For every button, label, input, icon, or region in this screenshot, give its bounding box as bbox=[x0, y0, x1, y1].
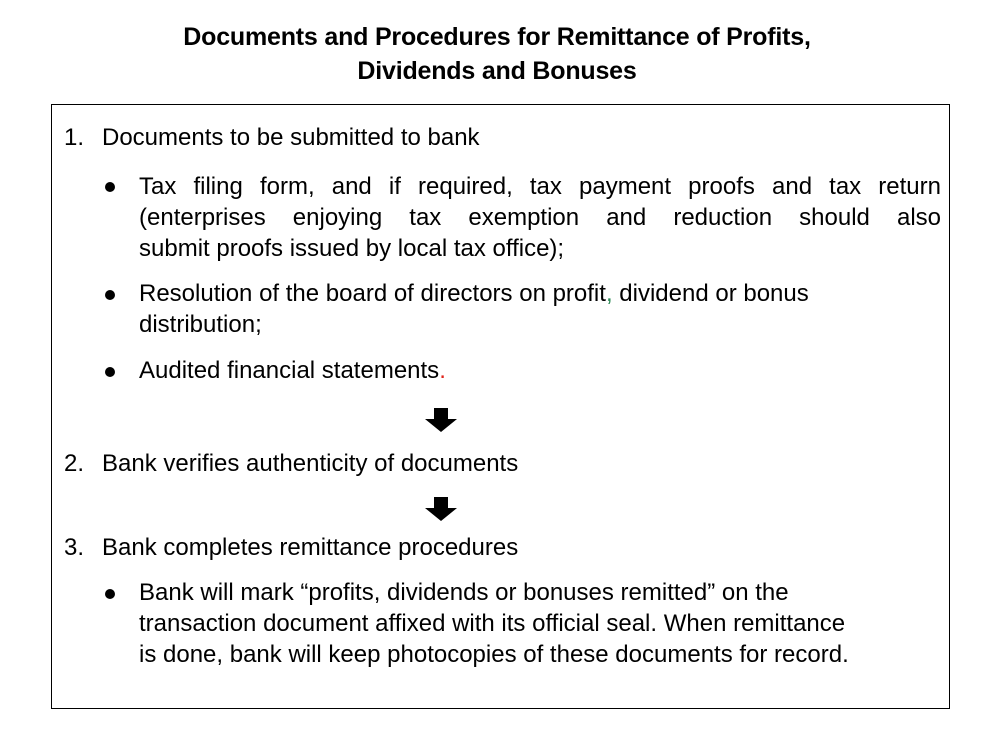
step-number: 3. bbox=[64, 534, 85, 561]
down-arrow-icon bbox=[425, 408, 457, 432]
step-label: Bank completes remittance procedures bbox=[102, 534, 519, 561]
item-line: Tax filing form, and if required, tax payment proofs and tax return bbox=[139, 173, 941, 200]
title-line-1: Documents and Procedures for Remittance of Profits, bbox=[183, 23, 811, 51]
step-number: 2. bbox=[64, 450, 85, 477]
item-text: Resolution of the board of directors on profit bbox=[139, 280, 606, 307]
step-label: Documents to be submitted to bank bbox=[102, 124, 480, 151]
item-line: is done, bank will keep photocopies of these documents for record. bbox=[139, 641, 849, 668]
bullet-icon bbox=[105, 589, 115, 599]
bullet-icon bbox=[105, 182, 115, 192]
accent-period: . bbox=[439, 357, 446, 384]
item-line: Bank will mark “profits, dividends or bonuses remitted” on the bbox=[139, 579, 789, 606]
item-text: Audited financial statements bbox=[139, 357, 440, 384]
item-line: transaction document affixed with its official seal. When remittance bbox=[139, 610, 846, 637]
item-text: dividend or bonus bbox=[612, 280, 809, 307]
down-arrow-icon bbox=[425, 497, 457, 521]
list-item-financial-statements bbox=[139, 355, 446, 386]
accent-comma: , bbox=[605, 280, 613, 307]
list-item-remittance-marking bbox=[139, 577, 849, 670]
step-2-heading bbox=[64, 448, 518, 479]
step-label: Bank verifies authenticity of documents bbox=[102, 450, 519, 477]
list-item-tax-documents bbox=[139, 171, 941, 264]
bullet-icon bbox=[105, 367, 115, 377]
title-line-2: Dividends and Bonuses bbox=[357, 57, 637, 85]
item-line: (enterprises enjoying tax exemption and reduction should also bbox=[139, 204, 941, 231]
step-1-heading bbox=[64, 122, 480, 153]
list-item-board-resolution bbox=[139, 278, 809, 340]
step-3-heading bbox=[64, 532, 518, 563]
step-number: 1. bbox=[64, 124, 85, 151]
bullet-icon bbox=[105, 290, 115, 300]
page-title bbox=[0, 20, 994, 88]
item-line: submit proofs issued by local tax office); bbox=[139, 235, 565, 262]
item-line: distribution; bbox=[139, 311, 262, 338]
